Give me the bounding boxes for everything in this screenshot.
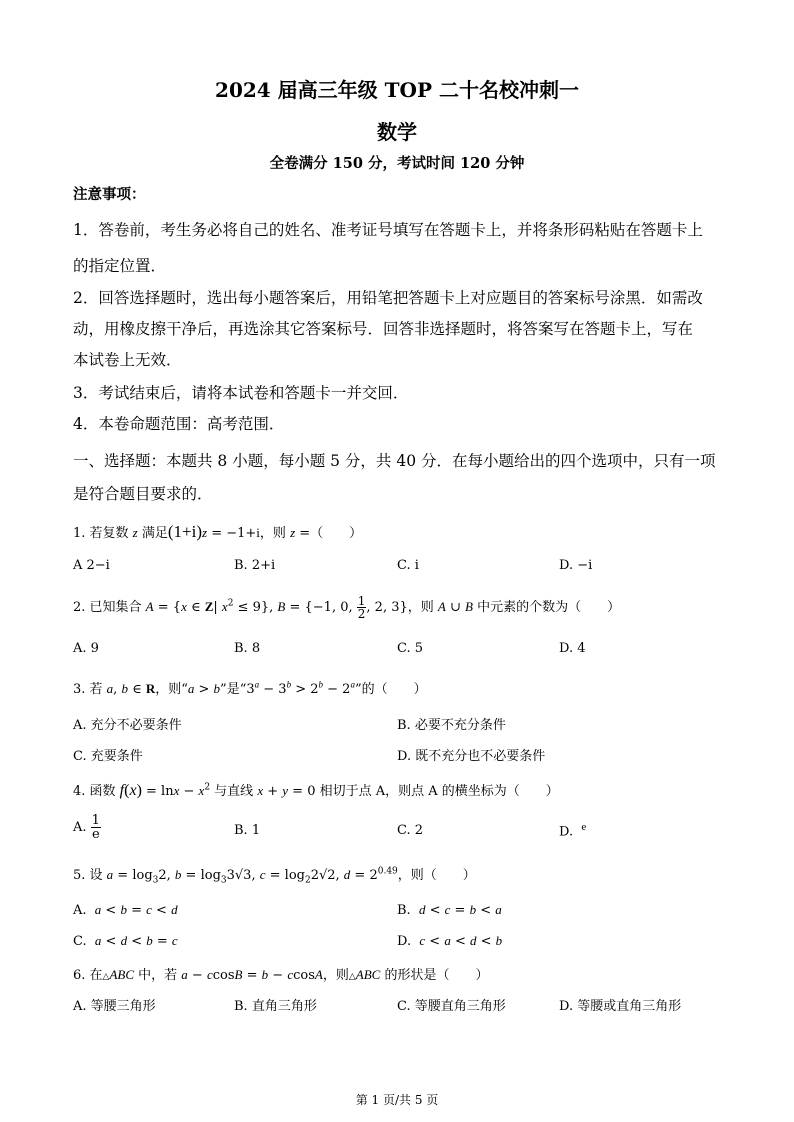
question-2: 2. 已知集合 A = {x ∈ Z| $x^2 \le 9$}, B = {−1, 0, $\frac{1}{2}$ , 2, 3}，则 A ∪ B 中元素的个数为（ ） xyxy=(73,594,621,621)
subject-title: 数学 xyxy=(377,120,417,144)
question-3-option-b: B. 必要不充分条件 xyxy=(397,718,506,733)
page-footer: 第 1 页/共 5 页 xyxy=(355,1093,439,1107)
question-3-option-d: D. 既不充分也不必要条件 xyxy=(397,749,546,764)
question-6-option-a: A. 等腰三角形 xyxy=(73,999,156,1014)
question-1-option-b: B. 2+i xyxy=(234,558,276,573)
question-5-option-c: C. a < d < b = c xyxy=(73,933,178,949)
question-3-option-c: C. 充要条件 xyxy=(73,749,143,764)
question-1: 1. 若复数 z 满足(1+i)z = −1+i，则 z =（ ） xyxy=(73,522,363,541)
question-5-option-a: A. a < b = c < d xyxy=(73,902,178,918)
question-1-option-c: C. i xyxy=(397,558,419,573)
question-5-option-d: D. c < a < d < b xyxy=(397,933,503,949)
question-1-option-d: D. −i xyxy=(559,558,593,573)
notice-item-2-line-1: 2．回答选择题时，选出每小题答案后，用铅笔把答题卡上对应题目的答案标号涂黑．如需改 xyxy=(73,289,703,307)
exam-info: 全卷满分 150 分，考试时间 120 分钟 xyxy=(269,155,525,172)
question-4-option-d: D. $^e$ xyxy=(559,821,587,840)
question-6-option-b: B. 直角三角形 xyxy=(234,999,317,1014)
question-3: 3. 若 a, b ∈ R，则“a > b”是“$3^a - 3^b > 2^b - 2^a$”的（ ） xyxy=(73,679,427,697)
question-6: 6. 在△ABC 中，若 a − ccosB = b − ccosA，则△ABC 的形状是（ ） xyxy=(73,967,489,983)
question-5: 5. 设 $a = \log_32$, $b = \log_33√3$, $c = \log_22√2$, $d = 2^{0.49}$，则（ ） xyxy=(73,866,476,886)
notice-item-2-line-3: 本试卷上无效． xyxy=(73,351,182,369)
question-3-option-a: A. 充分不必要条件 xyxy=(73,718,182,733)
question-5-option-b: B. d < c = b < a xyxy=(397,902,502,918)
question-2-option-a: A. 9 xyxy=(73,641,99,656)
question-4-option-b: B. 1 xyxy=(234,823,261,838)
section-1-line-1: 一、选择题：本题共 8 小题，每小题 5 分，共 40 分．在每小题给出的四个选项中，只有一项 xyxy=(73,452,716,470)
notice-item-1-line-2: 的指定位置． xyxy=(73,257,167,275)
notice-item-1-line-1: 1．答卷前，考生务必将自己的姓名、准考证号填写在答题卡上，并将条形码粘贴在答题卡上 xyxy=(73,221,703,239)
notice-item-4: 4．本卷命题范围：高考范围． xyxy=(73,415,285,433)
question-4-option-a: A. $\frac{1}{e}$ xyxy=(73,813,100,842)
notice-heading: 注意事项： xyxy=(73,186,146,203)
question-6-option-d: D. 等腰或直角三角形 xyxy=(559,999,682,1014)
question-4: 4. 函数 $f(x) = \ln x - x^2$ 与直线 x + y = 0 相切于点 A，则点 A 的横坐标为（ ） xyxy=(73,782,559,799)
question-2-option-c: C. 5 xyxy=(397,641,424,656)
question-2-option-b: B. 8 xyxy=(234,641,261,656)
question-6-option-c: C. 等腰直角三角形 xyxy=(397,999,506,1014)
notice-item-2-line-2: 动，用橡皮擦干净后，再选涂其它答案标号．回答非选择题时，将答案写在答题卡上，写在 xyxy=(73,320,694,338)
notice-item-3: 3．考试结束后，请将本试卷和答题卡一并交回． xyxy=(73,384,409,402)
exam-title: 2024 届高三年级 TOP 二十名校冲刺一 xyxy=(215,78,579,102)
question-4-option-c: C. 2 xyxy=(397,823,424,838)
question-2-option-d: D. 4 xyxy=(559,641,586,656)
section-1-line-2: 是符合题目要求的． xyxy=(73,485,213,503)
question-1-option-a: A 2−i xyxy=(73,558,110,573)
